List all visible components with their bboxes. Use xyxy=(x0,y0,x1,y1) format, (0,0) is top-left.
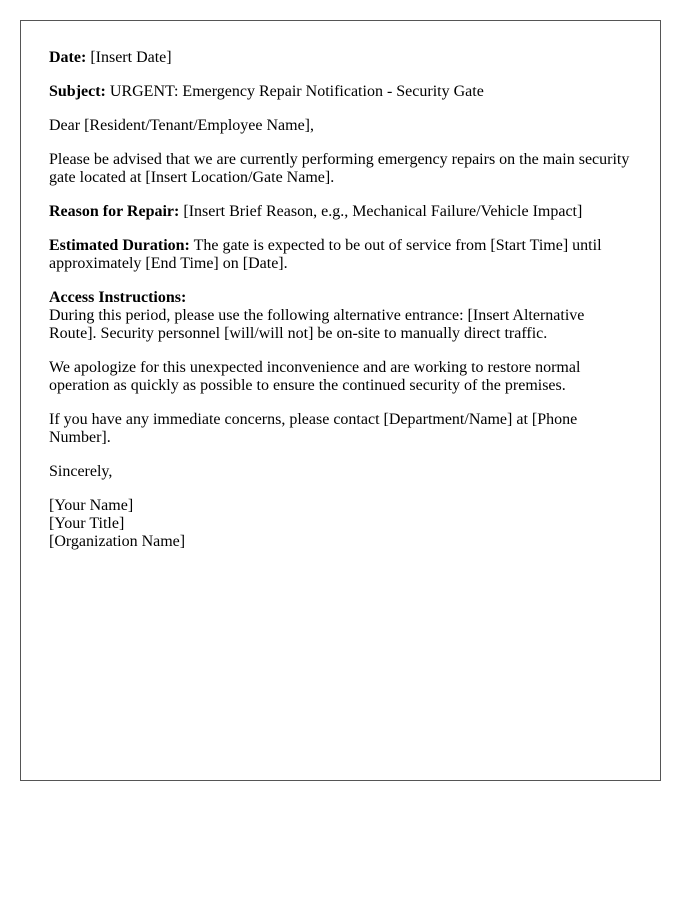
closing: Sincerely, xyxy=(49,463,113,480)
reason-value: [Insert Brief Reason, e.g., Mechanical Failure/Vehicle Impact] xyxy=(183,203,583,220)
apology-paragraph: We apologize for this unexpected inconvenience and are working to restore normal operation as quickly as possible to ensure the continued security of the premises. xyxy=(49,359,581,394)
access-value: During this period, please use the following alternative entrance: [Insert Alternative Route]. Security personnel [will/will not] be on-site to manually direct traffic. xyxy=(49,307,585,342)
date-line xyxy=(49,49,632,67)
signature-title: [Your Title] xyxy=(49,515,125,532)
contact-paragraph: If you have any immediate concerns, please contact [Department/Name] at [Phone Number]. xyxy=(49,411,578,446)
intro-paragraph: Please be advised that we are currently performing emergency repairs on the main security gate located at [Insert Location/Gate Name]. xyxy=(49,151,630,186)
reason-line xyxy=(49,203,632,221)
access-label: Access Instructions: xyxy=(49,289,187,306)
access-section xyxy=(49,289,632,343)
duration-value: The gate is expected to be out of service from [Start Time] until approximately [End Time] on [Date]. xyxy=(49,237,602,272)
date-value: [Insert Date] xyxy=(90,49,172,66)
signature-organization: [Organization Name] xyxy=(49,533,186,550)
signature-name: [Your Name] xyxy=(49,497,134,514)
subject-line xyxy=(49,83,632,101)
date-label: Date: xyxy=(49,49,87,66)
letter-document xyxy=(20,20,661,781)
subject-value: URGENT: Emergency Repair Notification - Security Gate xyxy=(109,83,484,100)
salutation: Dear [Resident/Tenant/Employee Name], xyxy=(49,117,314,134)
reason-label: Reason for Repair: xyxy=(49,203,180,220)
subject-label: Subject: xyxy=(49,83,106,100)
signature-block xyxy=(49,497,632,551)
duration-line xyxy=(49,237,632,273)
duration-label: Estimated Duration: xyxy=(49,237,190,254)
